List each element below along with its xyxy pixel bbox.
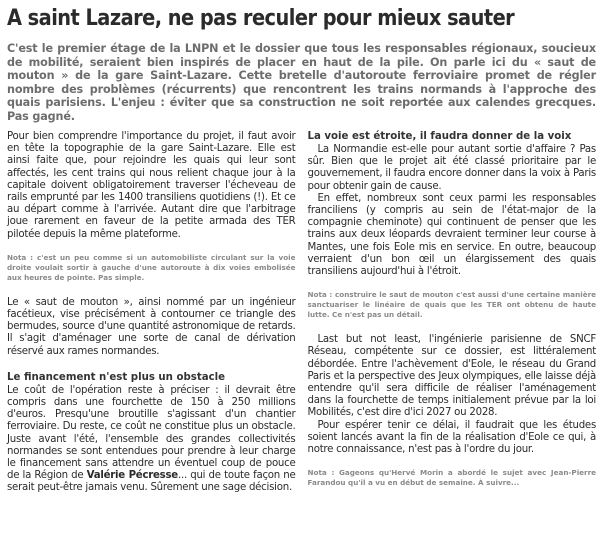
right-note-1: Nota : construire le saut de mouton c'est aussi d'une certaine manière sanctuariser le linéaire de quais que les TER ont obtenu de haute lutte. Ce n'est pas un détail. <box>307 290 596 320</box>
right-paragraph-4: Pour espérer tenir ce délai, il faudrait que les études soient lancés avant la fin de la réalisation d'Eole ce qui, à notre connaissance, n'est pas à l'ordre du jour. <box>307 419 596 456</box>
right-paragraph-2: En effet, nombreux sont ceux parmi les responsables franciliens (y compris au sein de l'état-major de la compagnie cheminote) qui continuent de penser que les trains aux deux léopards devraient terminer leur course à Mantes, une fois Eole mis en service. En outre, beaucoup verraient d'un bon œil un élargissement des quais transiliens aujourd'hui à l'étroit. <box>307 192 596 278</box>
person-name: Valérie Pécresse <box>86 470 178 482</box>
left-subheading: Le financement n'est plus un obstacle <box>7 371 226 383</box>
left-paragraph-3-end: ... qui de toute façon ne serait peut-être jamais venu. Sûrement une sage décision. <box>7 470 296 494</box>
article-lead: C'est le premier étage de la LNPN et le dossier que tous les responsables régionaux, soucieux de mobilité, seraient bien inspirés de placer en haut de la pile. On parle ici du « saut de mouton » de la gare Saint-Lazare. Cette bretelle d'autoroute ferroviaire promet de régler nombre des problèmes (récurrents) que rencontrent les trains normands à l'approche des quais parisiens. L'enjeu : éviter que sa construction ne soit reportée aux calendes grecques. Pas gagné. <box>7 42 596 123</box>
article-columns <box>7 131 596 502</box>
right-column <box>308 131 597 502</box>
right-paragraph-1: La Normandie est-elle pour autant sortie d'affaire ? Pas sûr. Bien que le projet ait été classé prioritaire par le gouvernement, il faudra encore donner dans la voix à Paris pour obtenir gain de cause. <box>307 144 596 192</box>
article-title: A saint Lazare, ne pas reculer pour mieux sauter <box>7 6 515 31</box>
right-subheading: La voie est étroite, il faudra donner de la voix <box>307 131 572 142</box>
left-note-1: Nota : c'est un peu comme si un automobiliste circulant sur la voie droite voulait sortir à gauche d'une autoroute à dix voies embolisée aux heures de pointe. Pas simple. <box>7 252 296 282</box>
left-column <box>7 131 296 502</box>
left-paragraph-1: Pour bien comprendre l'importance du projet, il faut avoir en tête la topographie de la gare Saint-Lazare. Elle est ainsi faite que, pour rejoindre les quais qui leur sont affectés, les cent trains qui nous relient chaque jour à la capitale doivent obligatoirement traverser l'écheveau de rails emprunté par les 1400 transiliens quotidiens (!). Et ce au départ comme à l'arrivée. Autant dire que l'arbitrage joue rarement en faveur de la petite armada des TER pilotée depuis la même plateforme. <box>7 131 296 240</box>
right-paragraph-3: Last but not least, l'ingénierie parisienne de SNCF Réseau, compétente sur ce dossier, est littéralement débordée. Entre l'achèvement d'Eole, le réseau du Grand Paris et la perspective des Jeux olympiques, elle laisse déjà entendre qu'il sera difficile de réaliser l'aménagement dans la fourchette de temps initialement prévue par la loi Mobilités, c'est dire d'ici 2027 ou 2028. <box>307 334 596 419</box>
right-note-2: Nota : Gageons qu'Hervé Morin a abordé le sujet avec Jean-Pierre Farandou qu'il a vu en début de semaine. À suivre... <box>307 468 596 488</box>
left-paragraph-2: Le « saut de mouton », ainsi nommé par un ingénieur facétieux, vise précisément à contourner ce triangle des bermudes, source d'une quantité astronomique de retards. Il s'agit d'aménager une sorte de canal de dérivation réservé aux rames normandes. <box>7 296 296 357</box>
left-paragraph-3-start: Le coût de l'opération reste à préciser : il devrait être compris dans une fourchette de 150 à 250 millions d'euros. Presqu'une broutille s'agissant d'un chantier ferroviaire. Du reste, ce coût ne constitue plus un obstacle. Juste avant l'été, l'ensemble des grandes collectivités normandes se sont entendues pour prendre à leur charge le financement sans attendre un éventuel coup de pouce de la Région de <box>7 384 296 482</box>
left-paragraph-3 <box>7 385 296 495</box>
